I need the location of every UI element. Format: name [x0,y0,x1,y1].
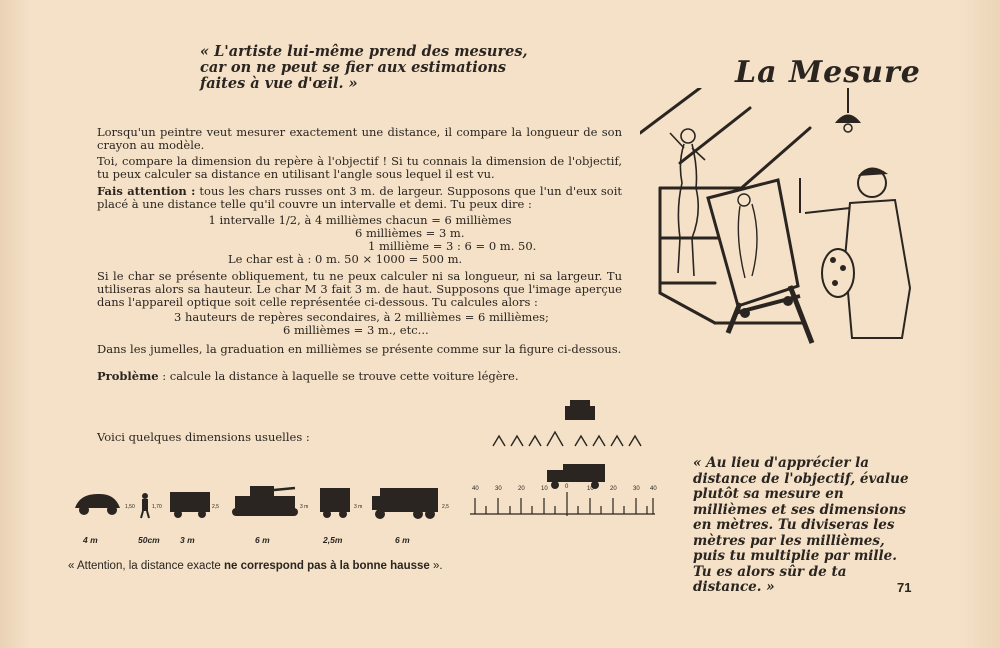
tank-icon [232,486,298,516]
dim-label-4: 2,5m [323,535,343,545]
scale-num-1: 30 [495,486,502,492]
scale-num-3: 10 [541,486,548,492]
height-label-2: 2,5 [212,504,219,510]
scale-num-2: 20 [518,486,525,492]
dim-label-0: 4 m [83,535,98,545]
attention-note [68,560,443,572]
scale-num-0: 40 [472,486,479,492]
calc-5: 3 hauteurs de repères secondaires, à 2 millièmes = 6 millièmes; [174,310,549,324]
paragraph-3 [97,185,622,211]
dimensions-strip [70,478,670,538]
height-label-3: 3 m [300,504,309,510]
mil-scale [470,492,655,516]
dim-label-3: 6 m [255,535,270,545]
dim-label-5: 6 m [395,535,410,545]
p3-text: tous les chars russes ont 3 m. de largeur. Supposons que l'un d'eux soit placé à une distance telle qu'il couvre un intervalle et demi. Tu peux dire : [97,184,622,211]
paragraph-1 [97,126,622,152]
attention-suffix: ». [429,560,443,572]
height-label-5: 2,5 [442,504,449,510]
p2-text: Toi, compare la dimension du repère à l'objectif ! Si tu connais la dimension de l'objectif, tu peux calculer sa distance en utilisant l'angle sous lequel il est vu. [97,154,622,181]
dim-label-2: 3 m [180,535,195,545]
page-title: La Mesure [735,55,921,90]
calc-6: 6 millièmes = 3 m., etc... [283,323,429,337]
scale-num-8: 40 [650,486,657,492]
scale-numbers [472,484,657,492]
lamp-icon [835,88,861,132]
problem-label: Problème [97,369,159,383]
scale-num-6: 20 [610,486,617,492]
armored-car-icon [170,492,210,518]
painter-illustration [640,88,920,348]
jeep-icon [320,488,350,518]
calc-2: 6 millièmes = 3 m. [355,226,465,240]
car-silhouette-icon [565,400,595,420]
attention-bold: ne correspond pas à la bonne hausse [224,560,430,572]
page-number: 71 [897,580,912,595]
easel-icon [708,180,812,343]
car-icon [75,494,120,515]
dim-label-1: 50cm [138,535,160,545]
height-label-1: 1,70 [152,504,162,510]
p3-label: Fais attention : [97,184,196,198]
calc-3: 1 millième = 3 : 6 = 0 m. 50. [368,239,537,253]
painter-figure [800,167,910,338]
scale-num-5: 10 [587,486,594,492]
dims-intro: Voici quelques dimensions usuelles : [97,430,310,444]
p1-text: Lorsqu'un peintre veut mesurer exactement une distance, il compare la longueur de son crayon au modèle. [97,125,622,152]
calc-4: Le char est à : 0 m. 50 × 1000 = 500 m. [228,252,463,266]
height-label-4: 3 m [354,504,363,510]
paragraph-5: Dans les jumelles, la graduation en millièmes se présente comme sur la figure ci-dessous. [97,342,622,356]
model-figure [670,129,705,276]
attention-prefix: « Attention, la distance exacte [68,560,224,572]
scale-num-7: 30 [633,486,640,492]
problem-text: : calcule la distance à laquelle se trouve cette voiture légère. [158,369,519,383]
problem [97,370,622,383]
side-quote: « Au lieu d'apprécier la distance de l'objectif, évalue plutôt sa mesure en millièmes et ses dimensions en mètres. Tu diviseras les mètres par les millièmes, puis tu multiplie par mille. Tu es alors sûr de ta distance. » [693,455,909,595]
truck-icon [372,488,438,519]
soldier-icon [141,493,149,518]
calc-1: 1 intervalle 1/2, à 4 millièmes chacun = 6 millièmes [208,213,512,227]
paragraph-2 [97,155,622,181]
paragraph-4: Si le char se présente obliquement, tu ne peux calculer ni sa longueur, ni sa largeur. Tu utiliseras alors sa hauteur. Le char M 3 fait 3 m. de haut. Supposons que l'image aperçue dans l'appareil optique soit celle représentée ci-dessous. Tu calcules alors : [97,269,622,309]
scale-num-4: 0 [565,484,569,490]
reticle-chevrons [493,432,641,446]
top-quote: « L'artiste lui-même prend des mesures, car on ne peut se fier aux estimations faites à vue d'œil. » [200,43,528,92]
height-label-0: 1,50 [125,504,135,510]
